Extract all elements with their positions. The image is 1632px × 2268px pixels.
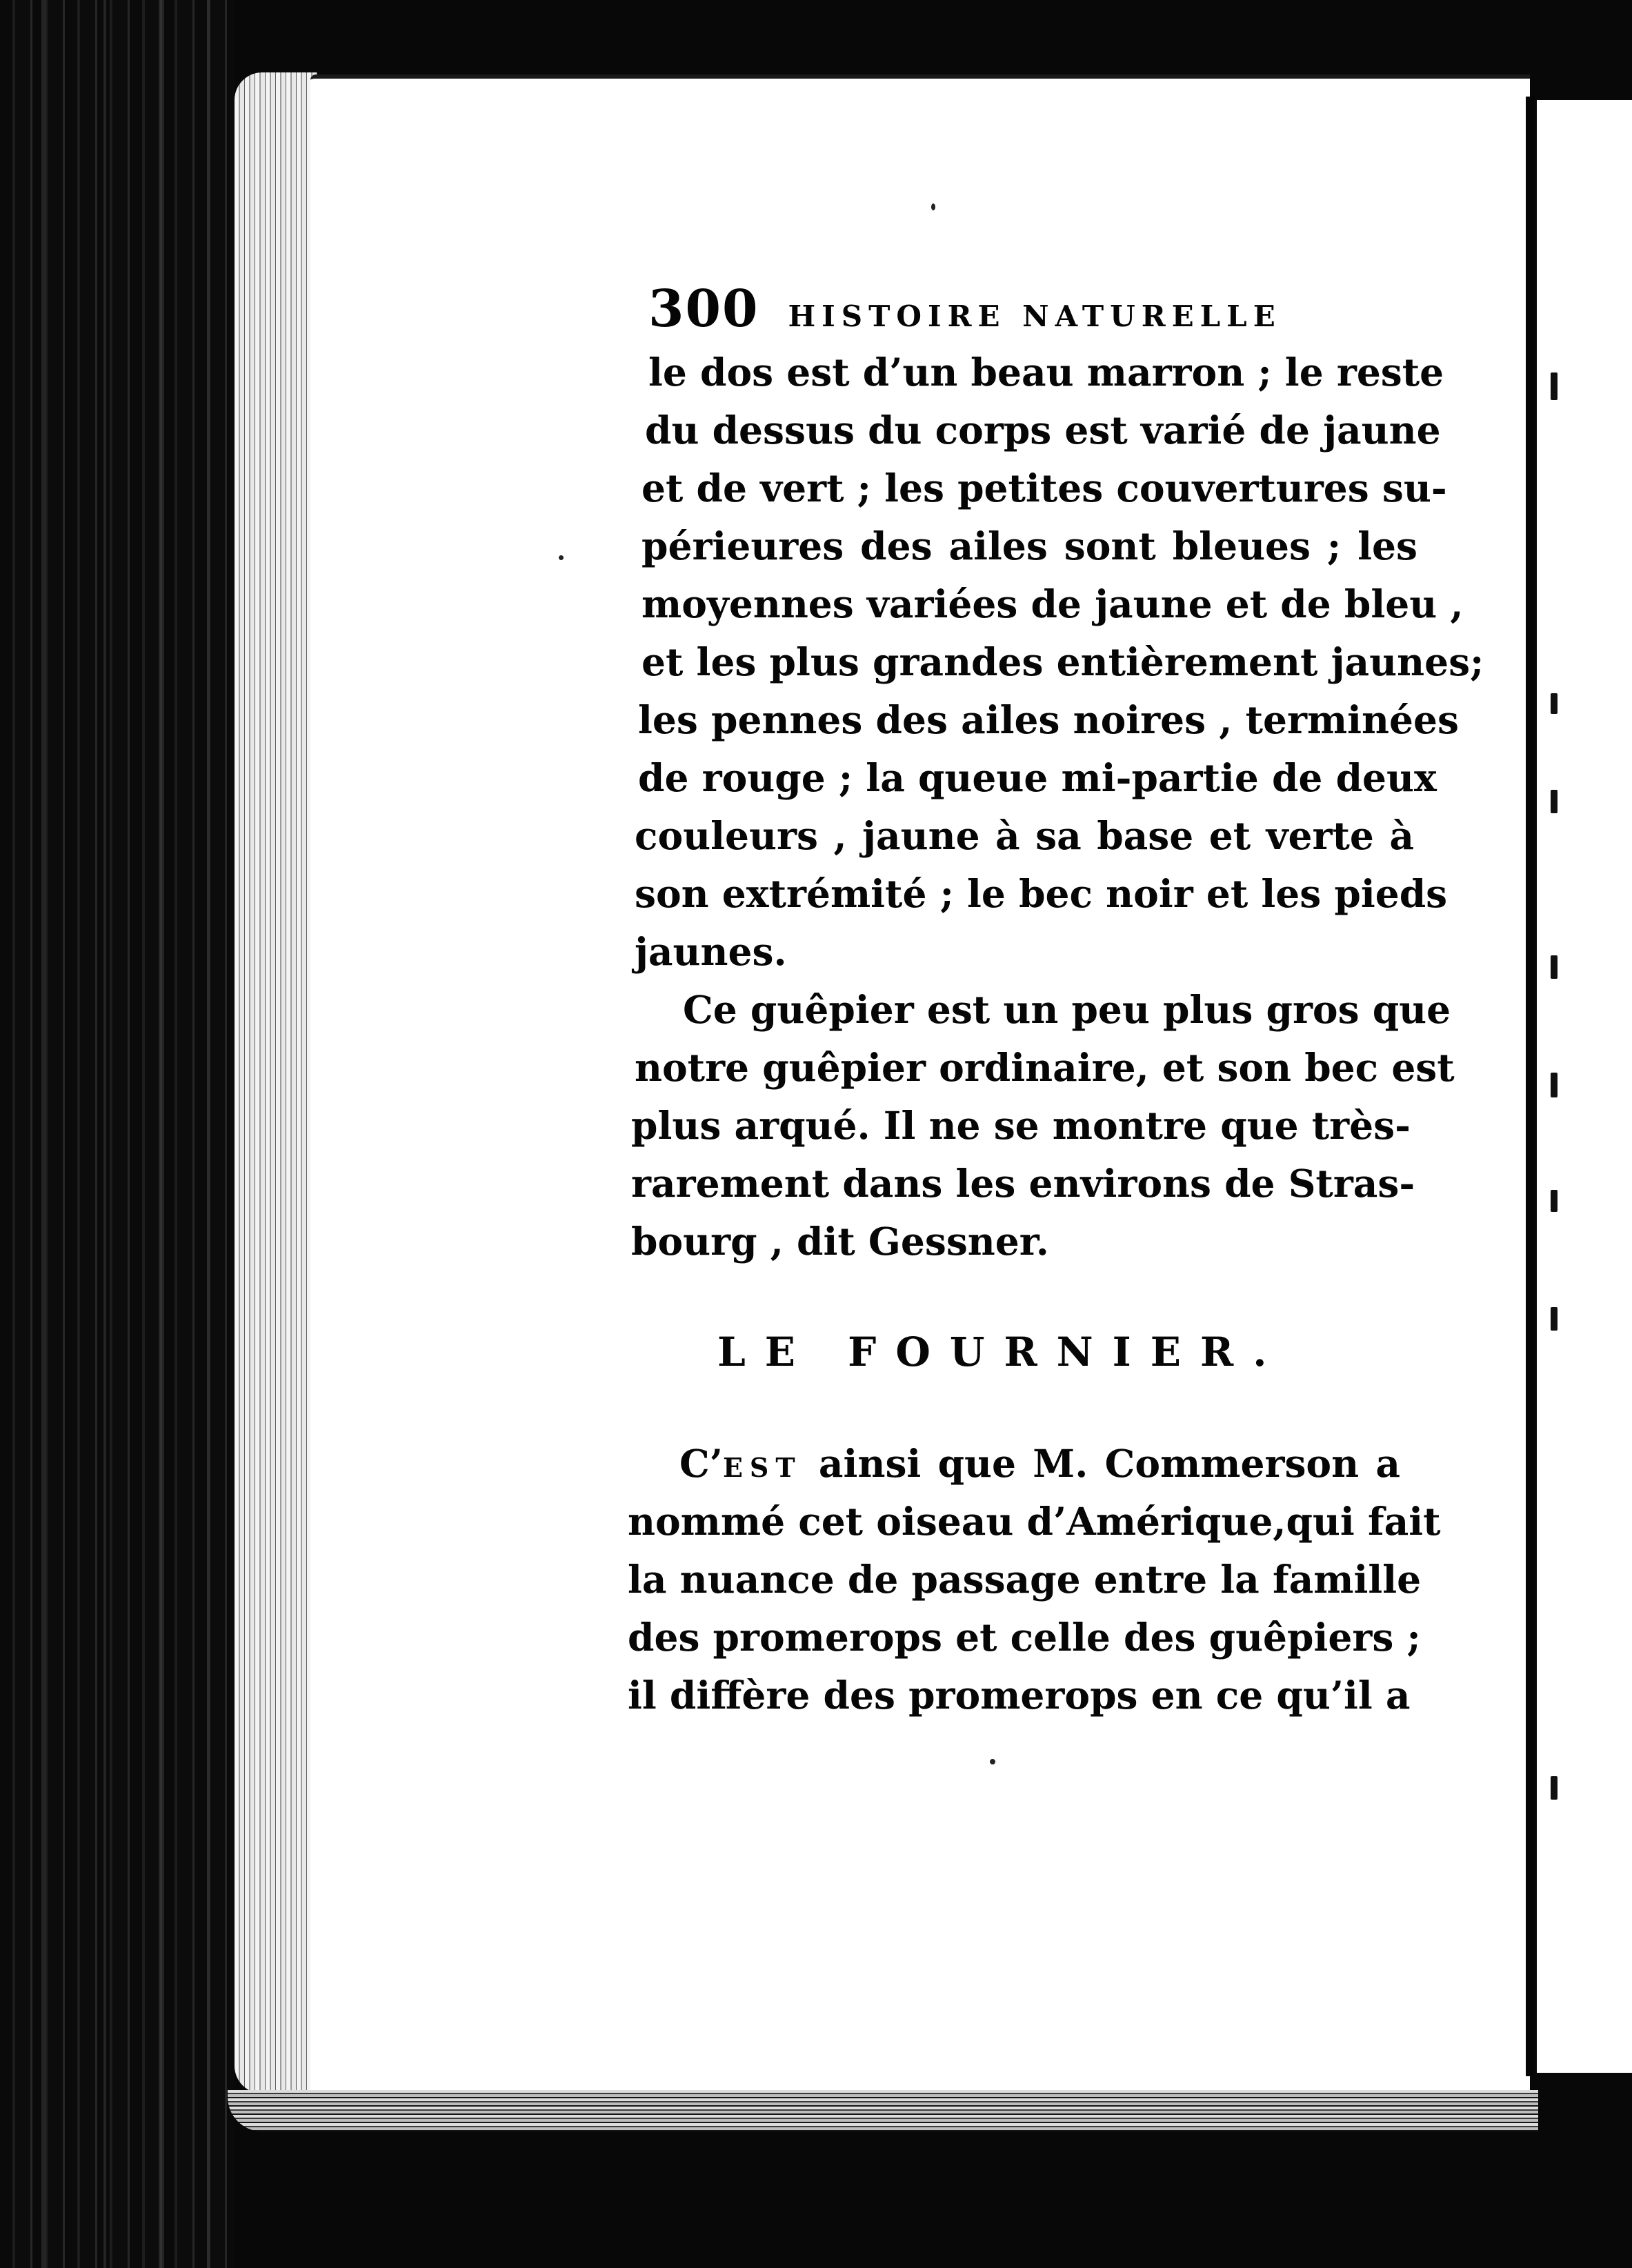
text-line: du dessus du corps est varié de jaune (645, 408, 1441, 452)
page-separator (1526, 97, 1534, 2076)
scan-speck (931, 203, 935, 210)
text-line: nommé cet oiseau d’Amérique,qui fait (628, 1499, 1441, 1544)
text-line: rarement dans les environs de Stras- (631, 1161, 1415, 1206)
text-line: les pennes des ailes noires , terminées (638, 697, 1459, 742)
book-binding-gutter (0, 0, 235, 2268)
text-line: son extrémité ; le bec noir et les pieds (635, 871, 1448, 916)
text-line: le dos est d’un beau marron ; le reste (648, 350, 1444, 395)
facing-text-fragment (1551, 372, 1558, 400)
binding-streak (207, 0, 210, 2268)
paragraph-lead: C’ (679, 1441, 723, 1486)
text-line: jaunes. (635, 929, 787, 974)
text-line-with-small-caps (679, 1435, 1400, 1493)
paragraph-first-line-rest: ainsi que M. Commerson a (818, 1441, 1401, 1486)
text-line: des promerops et celle des guêpiers ; (628, 1615, 1421, 1660)
text-line: moyennes variées de jaune et de bleu , (641, 581, 1464, 626)
binding-streak (41, 0, 46, 2268)
facing-text-fragment (1551, 1190, 1558, 1212)
scan-speck (559, 555, 564, 560)
text-line: périeures des ailes sont bleues ; les (641, 524, 1417, 568)
page-bottom-edge (228, 2090, 1538, 2131)
text-line: notre guêpier ordinaire, et son bec est (635, 1045, 1455, 1090)
text-line: et les plus grandes entièrement jaunes; (641, 639, 1484, 684)
text-line: plus arqué. Il ne se montre que très- (631, 1103, 1411, 1148)
binding-streak (103, 0, 106, 2268)
text-line: couleurs , jaune à sa base et verte à (635, 813, 1414, 858)
text-line: et de vert ; les petites couvertures su- (641, 466, 1447, 510)
binding-streak (159, 0, 164, 2268)
text-line: Ce guêpier est un peu plus gros que (683, 987, 1451, 1032)
running-head-title: HISTOIRE NATURELLE (788, 299, 1282, 333)
text-line: de rouge ; la queue mi-partie de deux (638, 755, 1437, 800)
text-line: la nuance de passage entre la famille (628, 1557, 1422, 1602)
facing-text-fragment (1551, 693, 1558, 714)
facing-text-fragment (1551, 1307, 1558, 1331)
facing-text-fragment (1551, 1073, 1558, 1097)
facing-text-fragment (1551, 955, 1558, 979)
facing-text-fragment (1551, 1776, 1558, 1800)
running-head (648, 279, 1428, 339)
small-caps-word: EST (722, 1452, 802, 1483)
facing-page-sliver (1537, 100, 1632, 2073)
page-number: 300 (648, 279, 759, 339)
section-heading: LE FOURNIER. (717, 1329, 1286, 1375)
text-line: il diffère des promerops en ce qu’il a (628, 1673, 1411, 1718)
stacked-page-edges (235, 72, 317, 2093)
text-line: bourg , dit Gessner. (631, 1219, 1049, 1264)
scan-speck (990, 1759, 995, 1764)
facing-text-fragment (1551, 790, 1558, 813)
